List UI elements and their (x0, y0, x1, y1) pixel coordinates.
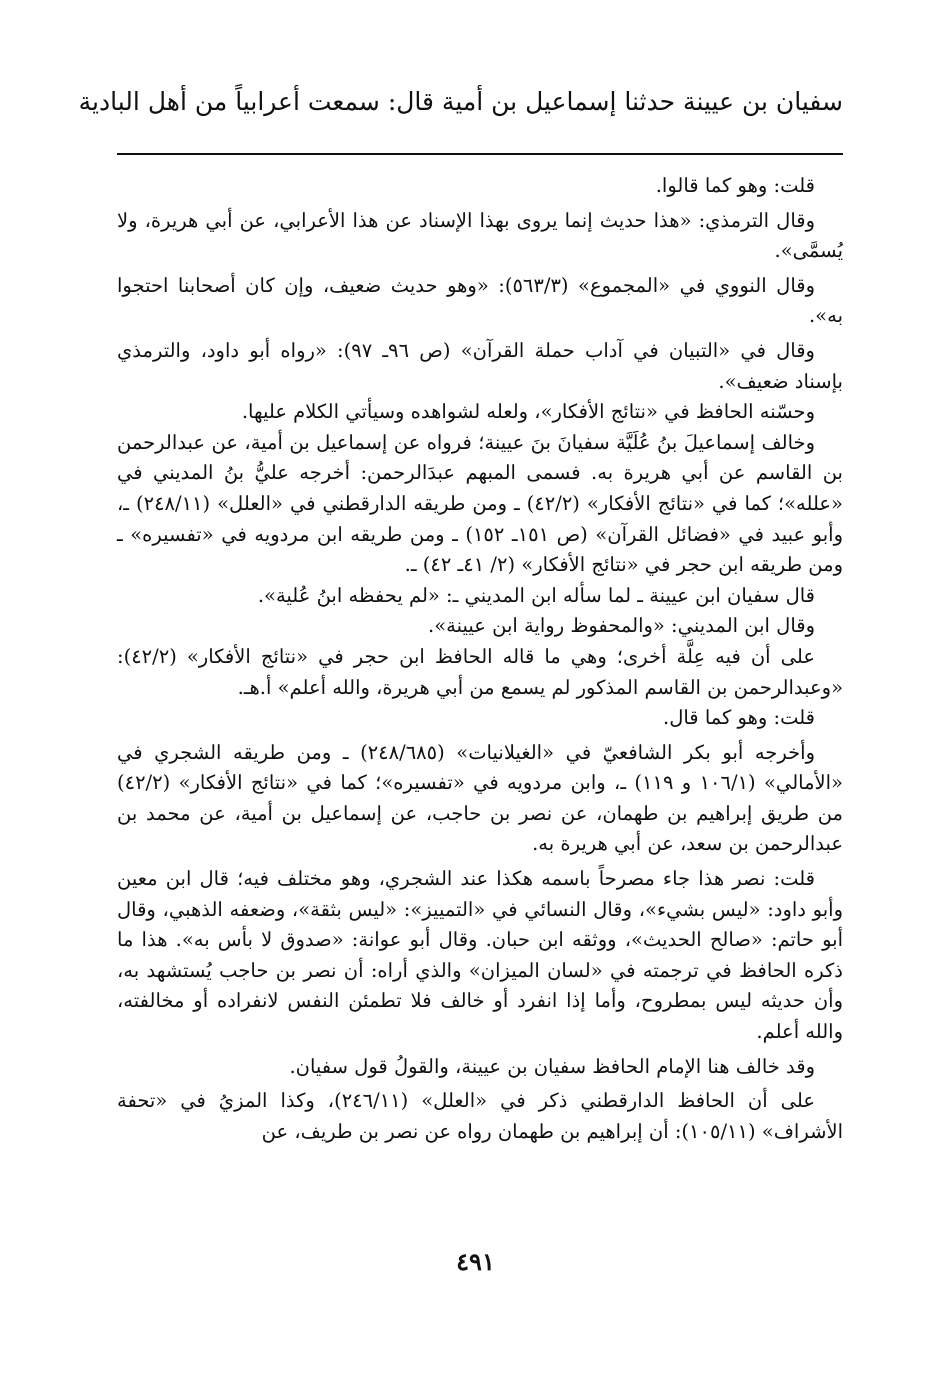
paragraph: وحسّنه الحافظ في «نتائج الأفكار»، ولعله لشواهده وسيأتي الكلام عليها. (241, 400, 815, 424)
paragraph: قلت: وهو كما قال. (663, 706, 815, 730)
paragraph: وقد خالف هنا الإمام الحافظ سفيان بن عيينة، والقولُ قول سفيان. (289, 1054, 815, 1078)
paragraph: على أن الحافظ الدارقطني ذكر في «العلل» (٢٤٦/١١)، وكذا المزيُ في «تحفة الأشراف» (١٠٥/١١): أن إبراهيم بن طهمان رواه عن نصر بن طريف، عن (117, 1089, 843, 1143)
paragraph: وقال في «التبيان في آداب حملة القرآن» (ص ٩٦ـ ٩٧): «رواه أبو داود، والترمذي بإسناد ضعيف». (117, 338, 843, 393)
paragraph: وقال ابن المديني: «والمحفوظ رواية ابن عيينة». (428, 614, 815, 638)
page-number: ٤٩١ (456, 1247, 495, 1276)
paragraph: وقال النووي في «المجموع» (٥٦٣/٣): «وهو حديث ضعيف، وإن كان أصحابنا احتجوا به». (117, 273, 843, 328)
paragraph: قال سفيان ابن عيينة ـ لما سأله ابن المديني ـ: «لم يحفظه ابنُ عُلية». (257, 583, 815, 607)
paragraph: وأخرجه أبو بكر الشافعيّ في «الغيلانيات» (٢٤٨/٦٨٥) ـ ومن طريقه الشجري في «الأمالي» (١٠٦/١ و ١١٩) ـ، وابن مردويه في «تفسيره»؛ كما في «نتائج الأفكار» (٤٢/٢) من طريق إبراهيم بن طهمان، عن نصر بن حاجب، عن إسماعيل بن أمية، عن محمد بن عبدالرحمن بن سعد، عن أبي هريرة به. (117, 740, 843, 856)
running-header: سفيان بن عيينة حدثنا إسماعيل بن أمية قال: سمعت أعرابياً من أهل البادية (78, 87, 843, 116)
header-rule (117, 153, 843, 155)
paragraph: قلت: وهو كما قالوا. (655, 174, 815, 197)
paragraph: وخالف إسماعيلَ بنُ عُلَيَّة سفيانَ بنَ عيينة؛ فرواه عن إسماعيل بن أمية، عن عبدالرحمن بن القاسم عن أبي هريرة به. فسمى المبهم عبدَالرحمن: أخرجه عليُّ بنُ المديني في «علله»؛ كما في «نتائج الأفكار» (٤٢/٢) ـ ومن طريقه الدارقطني في «العلل» (٢٤٨/١١) ـ، وأبو عبيد في «فضائل القرآن» (ص ١٥١ـ ١٥٢) ـ ومن طريقه ابن مردويه في «تفسيره» ـ ومن طريقه ابن حجر في «نتائج الأفكار» (٢/ ٤١ـ ٤٢) ـ. (117, 430, 843, 577)
paragraph: وقال الترمذي: «هذا حديث إنما يروى بهذا الإسناد عن هذا الأعرابي، عن أبي هريرة، ولا يُسمَّى». (117, 208, 843, 263)
paragraph: على أن فيه عِلَّة أخرى؛ وهي ما قاله الحافظ ابن حجر في «نتائج الأفكار» (٤٢/٢): «وعبدالرحمن بن القاسم المذكور لم يسمع من أبي هريرة، والله أعلم» أ.هـ. (117, 644, 843, 699)
body-text (117, 171, 843, 1147)
paragraph: قلت: نصر هذا جاء مصرحاً باسمه هكذا عند الشجري، وهو مختلف فيه؛ قال ابن معين وأبو داود: «ليس بشيء»، وقال النسائي في «التمييز»: «ليس بثقة»، وضعفه الذهبي، وقال أبو حاتم: «صالح الحديث»، ووثقه ابن حبان. وقال أبو عوانة: «صدوق لا بأس به». هذا ما ذكره الحافظ في ترجمته في «لسان الميزان» والذي أراه: أن نصر بن حاجب يُستشهد به، وأن حديثه ليس بمطروح، وأما إذا انفرد أو خالف فلا تطمئن النفس لانفراده أو مخالفته، والله أعلم. (117, 867, 843, 1044)
